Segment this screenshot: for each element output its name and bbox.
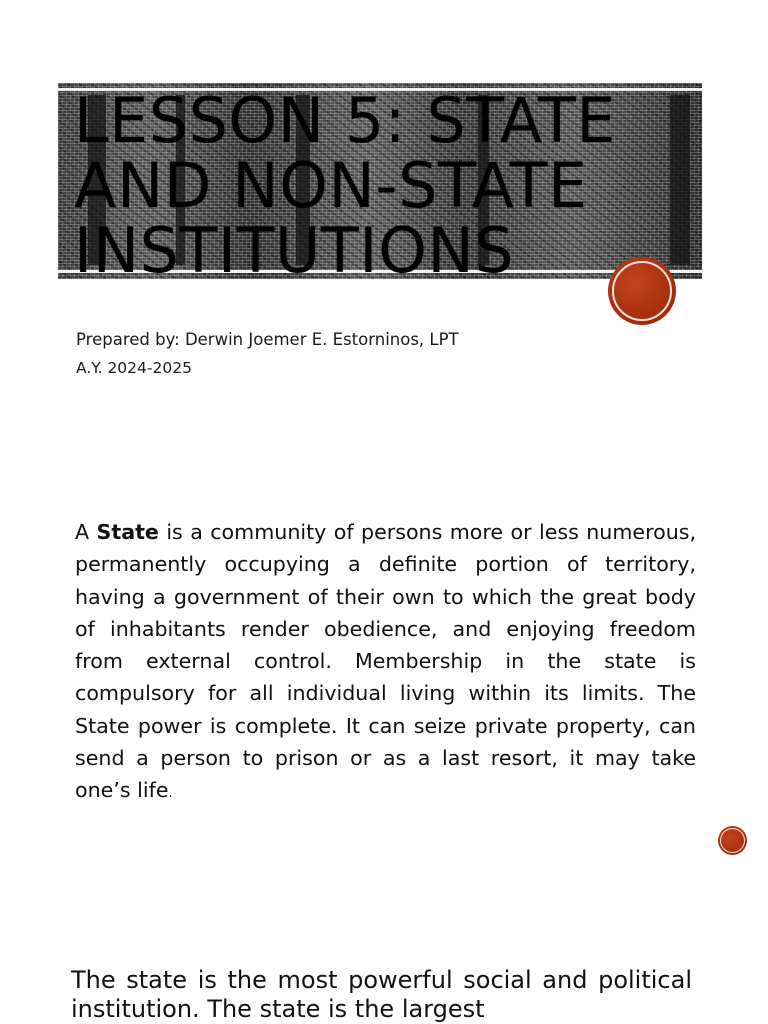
para-end: . [168, 786, 173, 802]
prepared-by-text: Prepared by: Derwin Joemer E. Estorninos, LPT [76, 330, 459, 349]
state-definition-paragraph [75, 516, 696, 811]
academic-year-text: A.Y. 2024-2025 [76, 359, 192, 377]
state-power-paragraph: The state is the most powerful social and political institution. The state is the largest [71, 966, 692, 1023]
accent-circle-small [718, 826, 747, 855]
accent-circle-ring [720, 828, 745, 853]
accent-circle-ring [612, 261, 672, 321]
slide-title: LESSON 5: STATE AND NON-STATE INSTITUTIONS [74, 84, 616, 287]
accent-circle-large [608, 257, 676, 325]
para-lead: A [75, 520, 90, 544]
para-body: is a community of persons more or less numerous, permanently occupying a definite portion of territory, having a government of their own to which the great body of inhabitants render obedience, and enjoying freedom from external control. Membership in the state is compulsory for all individual living within its limits. The State power is complete. It can seize private property, can send a person to prison or as a last resort, it may take one’s life [75, 520, 697, 803]
state-term: State [96, 520, 159, 544]
